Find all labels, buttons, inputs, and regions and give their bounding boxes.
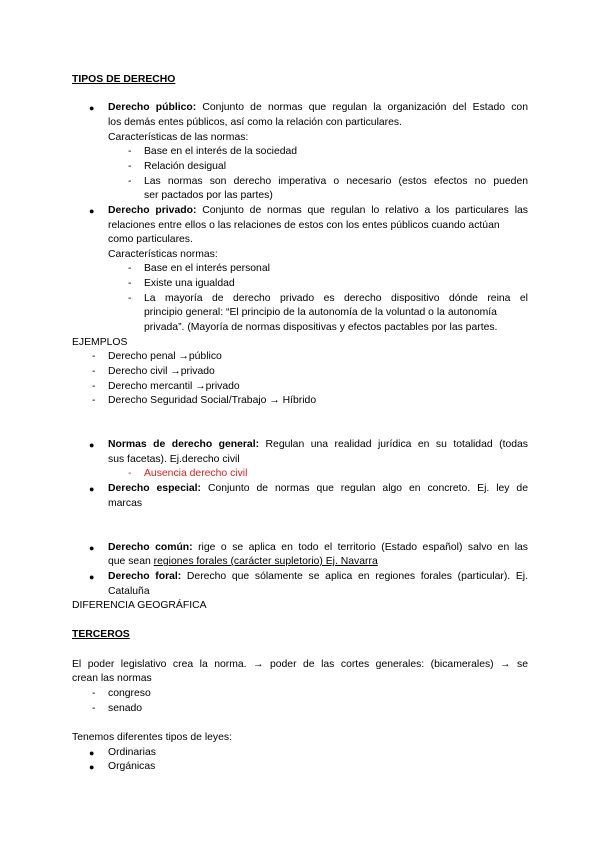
privado-text-1: Conjunto de normas que regulan lo relativo a los particulares las [202,205,528,216]
dash-icon: - [128,278,132,289]
general-text-1: Regulan una realidad jurídica en su totalidad (todas [265,439,528,450]
publico-line-2: los demás entes públicos, así como la relación con particulares. [108,117,402,128]
privado-item-cont: privada”. (Mayoría de normas dispositivas y efectos pactables por las partes. [144,322,498,333]
especial-line-2: marcas [108,498,143,509]
bullet-icon: ● [89,762,95,772]
comun-term: Derecho común: [108,542,193,553]
ejemplo-item: Derecho Seguridad Social/Trabajo → Híbrido [108,395,317,406]
comun-line-2 [108,555,378,569]
legislativo-item: congreso [108,688,151,699]
comun-text-1: rige o se aplica en todo el territorio (Estado español) salvo en las [198,542,529,553]
privado-term: Derecho privado: [108,205,197,216]
leyes-item: Orgánicas [108,761,156,772]
general-term: Normas de derecho general: [108,439,260,450]
privado-item: La mayoría de derecho privado es derecho dispositivo dónde reina el [144,293,528,304]
publico-term: Derecho público: [108,102,197,113]
ejemplos-label: EJEMPLOS [72,337,128,348]
ejemplo-item: Derecho penal →público [108,351,222,362]
dash-icon: - [92,366,96,377]
dash-icon: - [92,395,96,406]
publico-item: Base en el interés de la sociedad [144,146,298,157]
bullet-icon: ● [89,440,95,450]
ejemplo-item: Derecho mercantil →privado [108,381,240,392]
dash-icon: - [92,381,96,392]
publico-text-1: Conjunto de normas que regulan la organización del Estado con [202,102,528,113]
publico-item: Las normas son derecho imperativa o necesario (estos efectos no pueden [144,176,528,187]
diferencia-label: DIFERENCIA GEOGRÁFICA [72,600,207,611]
legislativo-line-2: crean las normas [72,673,152,684]
dash-icon: - [128,263,132,274]
privado-line-2: relaciones entre ellos o las relaciones de estos con los entes públicos cuando actúan [108,220,500,231]
privado-line-1 [108,204,528,218]
privado-caracteristicas-label: Características normas: [108,249,218,260]
foral-line-2: Cataluña [108,586,150,597]
legislativo-line-1: El poder legislativo crea la norma. → poder de las cortes generales: (bicamerales) → se [72,659,528,670]
dash-icon: - [128,468,132,479]
general-line-2: sus facetas). Ej.derecho civil [108,454,240,465]
publico-line-1 [108,101,528,115]
privado-item: Existe una igualdad [144,278,235,289]
dash-icon: - [128,161,132,172]
publico-item-cont: ser pactados por las partes) [144,190,273,201]
bullet-icon: ● [89,543,95,553]
general-line-1 [108,438,528,452]
bullet-icon: ● [89,103,95,113]
comun-line-1 [108,541,528,555]
privado-item-cont: principio general: “El principio de la autonomía de la voluntad o la autonomía [144,307,497,318]
dash-icon: - [92,688,96,699]
dash-icon: - [128,176,132,187]
dash-icon: - [128,146,132,157]
bullet-icon: ● [89,206,95,216]
privado-line-3: como particulares. [108,234,193,245]
leyes-label: Tenemos diferentes tipos de leyes: [72,732,232,743]
legislativo-item: senado [108,703,143,714]
leyes-item: Ordinarias [108,747,156,758]
publico-item: Relación desigual [144,161,227,172]
especial-line-1 [108,482,528,496]
bullet-icon: ● [89,748,95,758]
dash-icon: - [128,293,132,304]
general-sub-item: Ausencia derecho civil [144,468,248,479]
dash-icon: - [92,703,96,714]
ejemplo-item: Derecho civil →privado [108,366,215,377]
especial-term: Derecho especial: [108,483,201,494]
section-heading-tipos: TIPOS DE DERECHO [72,74,176,85]
publico-caracteristicas-label: Características de las normas: [108,132,249,143]
privado-item: Base en el interés personal [144,263,270,274]
bullet-icon: ● [89,484,95,494]
bullet-icon: ● [89,572,95,582]
section-heading-terceros: TERCEROS [72,629,130,640]
dash-icon: - [92,351,96,362]
especial-text-1: Conjunto de normas que regulan algo en concreto. Ej. ley de [207,483,528,494]
foral-text-1: Derecho que sólamente se aplica en regiones forales (particular). Ej. [186,571,528,582]
comun-underlined-text: regiones forales (carácter supletorio) Ej. Navarra [153,556,378,567]
foral-term: Derecho foral: [108,571,182,582]
foral-line-1 [108,570,528,584]
comun-text-2: que sean [108,556,151,567]
